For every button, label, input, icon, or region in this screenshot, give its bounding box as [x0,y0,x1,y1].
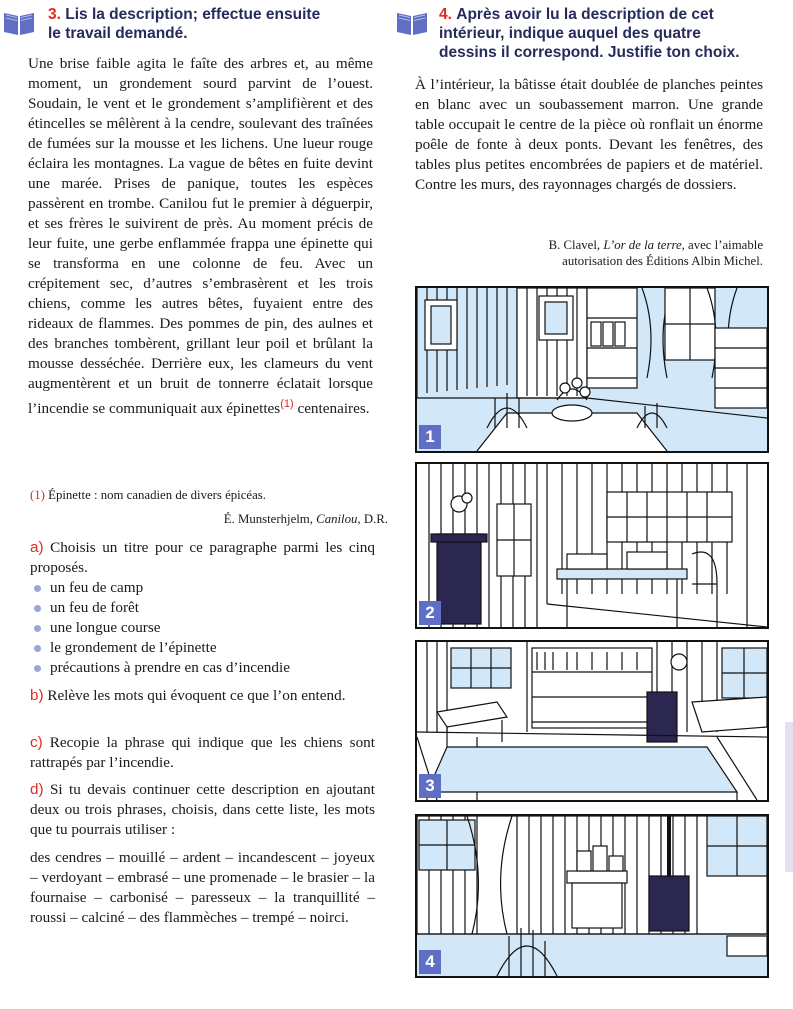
room-illustration-1 [417,288,767,451]
exercise-3-text: Une brise faible agita le faîte des arbres et, au même moment, un grondement sourd parvint de l’ouest. Soudain, le vent et le grondement s’amplifièrent et des étincelles se mêlèrent à la cendre, soulevant des traînées de fumées sur la mousse et les lichens. Une lueur rouge éclaira les montagnes. La vague de bêtes en fuite devint une marée. Prises de panique, toutes les espèces passèrent en trombe. Canilou fut le premier à déguerpir, et ses frères le suivirent de près. Au moment précis de leur fuite, une gerbe enflammée frappa une épinette qui se transforma en une colonne de feu. Avec un crépitement sec, d’autres s’embrasèrent et les trois chiens, comme les autres bêtes, fuyaient entre des rideaux de flammes. Des pommes de pin, des aulnes et des branches tombèrent, grillant leur poil et brûlant la mousse desséchée. Derrière eux, les clameurs du vent augmentèrent et un bruit de tonnerre éclatait lorsque l’incendie se communiquait aux épinettes$^{(1)}$ centenaires. [28,55,373,418]
option-item: une longue course [30,618,375,638]
exercise-4-title: 4. Après avoir lu la description de cet intérieur, indique auquel des quatre dessins il correspond. Justifie ton choix. [439,6,740,61]
exercise-4-text: À l’intérieur, la bâtisse était doublée de planches peintes en blanc avec un soubassement marron. Une grande table occupait le centre de la pièce où ronflait un énorme poêle de fonte à deux ponts. Devant les fenêtres, des tables plus petites encombrées de papiers et de matériel. Contre les murs, des rayonnages chargés de dossiers. [415,76,763,193]
option-item: un feu de camp [30,578,375,598]
picture-number-badge: 2 [419,601,441,625]
book-icon [395,9,429,37]
picture-4[interactable] [415,814,769,978]
option-item: le grondement de l’épinette [30,638,375,658]
question-a: a) Choisis un titre pour ce paragraphe parmi les cinq proposés. [30,539,375,576]
room-illustration-3 [417,642,767,800]
picture-number-badge: 4 [419,950,441,974]
exercise-4-source: B. Clavel, L’or de la terre, avec l’aimable autorisation des Éditions Albin Michel. [548,238,763,268]
option-item: un feu de forêt [30,598,375,618]
picture-1[interactable] [415,286,769,453]
exercise-3-header [2,5,320,43]
word-list: des cendres – mouillé – ardent – incandescent – joyeux – verdoyant – embrasé – une promenade – le brasier – la fournaise – carbonisé – paresseux – la tranquillité – roussi – calciné – des flammèches – trempé – noirci. [30,849,375,926]
room-illustration-4 [417,816,767,976]
question-c: c) Recopie la phrase qui indique que les chiens sont rattrapés par l’incendie. [30,734,375,771]
picture-number-badge: 1 [419,425,441,449]
question-b: b) Relève les mots qui évoquent ce que l’on entend. [30,687,346,704]
book-icon [2,9,36,37]
title-options [30,578,375,678]
picture-2[interactable] [415,462,769,629]
option-item: précautions à prendre en cas d’incendie [30,658,375,678]
footnote: (1) Épinette : nom canadien de divers épicéas. [30,488,266,502]
page-edge-tab [785,722,793,872]
picture-3[interactable] [415,640,769,802]
question-d: d) Si tu devais continuer cette description en ajoutant deux ou trois phrases, choisis, dans cette liste, les mots que tu pourrais utiliser : [30,781,375,838]
exercise-3-source: É. Munsterhjelm, Canilou, D.R. [223,512,388,526]
exercise-3-title: 3. Lis la description; effectue ensuite le travail demandé. [48,6,321,42]
footnote-ref: (1) [280,398,294,410]
picture-number-badge: 3 [419,774,441,798]
exercise-4-header [395,5,779,62]
room-illustration-2 [417,464,767,627]
